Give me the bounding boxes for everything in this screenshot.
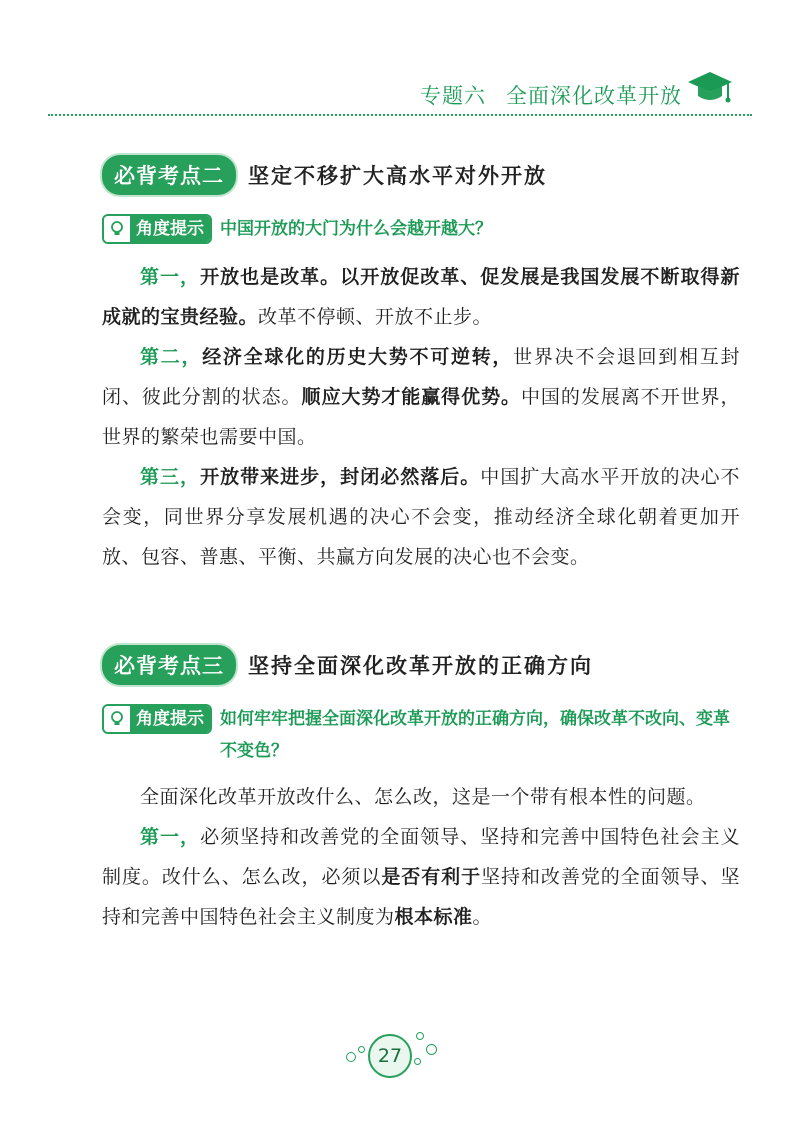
para-bold: 是否有利于 <box>381 866 482 888</box>
chapter-name: 全面深化改革开放 <box>506 84 682 108</box>
para-text: 世界决不会退回到相互封闭、彼此分割的状态。 <box>102 346 740 408</box>
decor-dot <box>346 1052 356 1062</box>
para-bold: 开放带来进步，封闭必然落后。 <box>200 466 481 488</box>
section-badge: 必背考点三 <box>102 645 236 685</box>
lightbulb-icon <box>104 706 130 732</box>
section-title-row <box>102 645 740 685</box>
hint-question: 如何牢牢把握全面深化改革开放的正确方向，确保改革不改向、变革不变色？ <box>220 709 730 761</box>
section-badge: 必背考点二 <box>102 155 236 195</box>
hint-label: 角度提示 <box>130 216 210 242</box>
para-bold: 开放也是改革。以开放促改革、促发展是我国发展不断取得新成就的宝贵经验。 <box>102 266 740 328</box>
para-bold: 根本标准 <box>394 906 473 928</box>
para-text: 必须坚持和改善党的全面领导、坚持和完善中国特色社会主义制度。改什么、怎么改，必须以 <box>102 826 740 888</box>
decor-dot <box>426 1044 437 1055</box>
decor-dot <box>358 1046 365 1053</box>
para-bold: 顺应大势才能赢得优势。 <box>301 386 521 408</box>
decor-dot <box>414 1058 421 1065</box>
page-number-badge <box>340 1028 450 1082</box>
angle-hint <box>102 703 740 767</box>
section-title-row <box>102 155 740 195</box>
para-text: 改革不停顿、开放不止步。 <box>258 306 493 328</box>
para-text: 。 <box>472 906 493 928</box>
para-bold: 经济全球化的历史大势不可逆转， <box>202 346 514 368</box>
angle-hint <box>102 213 740 245</box>
paragraph-1 <box>102 257 740 337</box>
lightbulb-icon <box>104 216 130 242</box>
section-body <box>102 777 740 937</box>
section-key-point-3 <box>102 645 740 937</box>
hint-tag <box>102 704 212 734</box>
chapter-label: 专题六 <box>420 84 486 108</box>
chapter-title <box>420 80 682 110</box>
decor-dot <box>416 1032 424 1040</box>
para-lead: 第一， <box>140 266 201 288</box>
para-text: 中国扩大高水平开放的决心不会变，同世界分享发展机遇的决心不会变，推动经济全球化朝着更加开放、包容、普惠、平衡、共赢方向发展的决心也不会变。 <box>102 466 740 568</box>
hint-tag <box>102 214 212 244</box>
hint-question: 中国开放的大门为什么会越开越大？ <box>220 219 492 239</box>
para-lead: 第二， <box>140 346 203 368</box>
hint-label: 角度提示 <box>130 706 210 732</box>
paragraph-1 <box>102 817 740 937</box>
paragraph-3 <box>102 457 740 577</box>
section-heading: 坚定不移扩大高水平对外开放 <box>248 164 547 188</box>
section-body <box>102 257 740 577</box>
graduation-cap-icon <box>686 70 734 110</box>
para-text: 坚持和改善党的全面领导、坚持和完善中国特色社会主义制度为 <box>102 866 740 928</box>
section-key-point-2 <box>102 155 740 577</box>
para-text: 中国的发展离不开世界，世界的繁荣也需要中国。 <box>102 386 740 448</box>
para-lead: 第一， <box>140 826 201 848</box>
paragraph-2 <box>102 337 740 457</box>
page-header <box>48 70 752 116</box>
para-lead: 第三， <box>140 466 201 488</box>
header-divider <box>48 114 752 116</box>
page-number: 27 <box>368 1034 412 1078</box>
section-heading: 坚持全面深化改革开放的正确方向 <box>248 654 593 678</box>
paragraph-intro: 全面深化改革开放改什么、怎么改，这是一个带有根本性的问题。 <box>140 786 706 808</box>
